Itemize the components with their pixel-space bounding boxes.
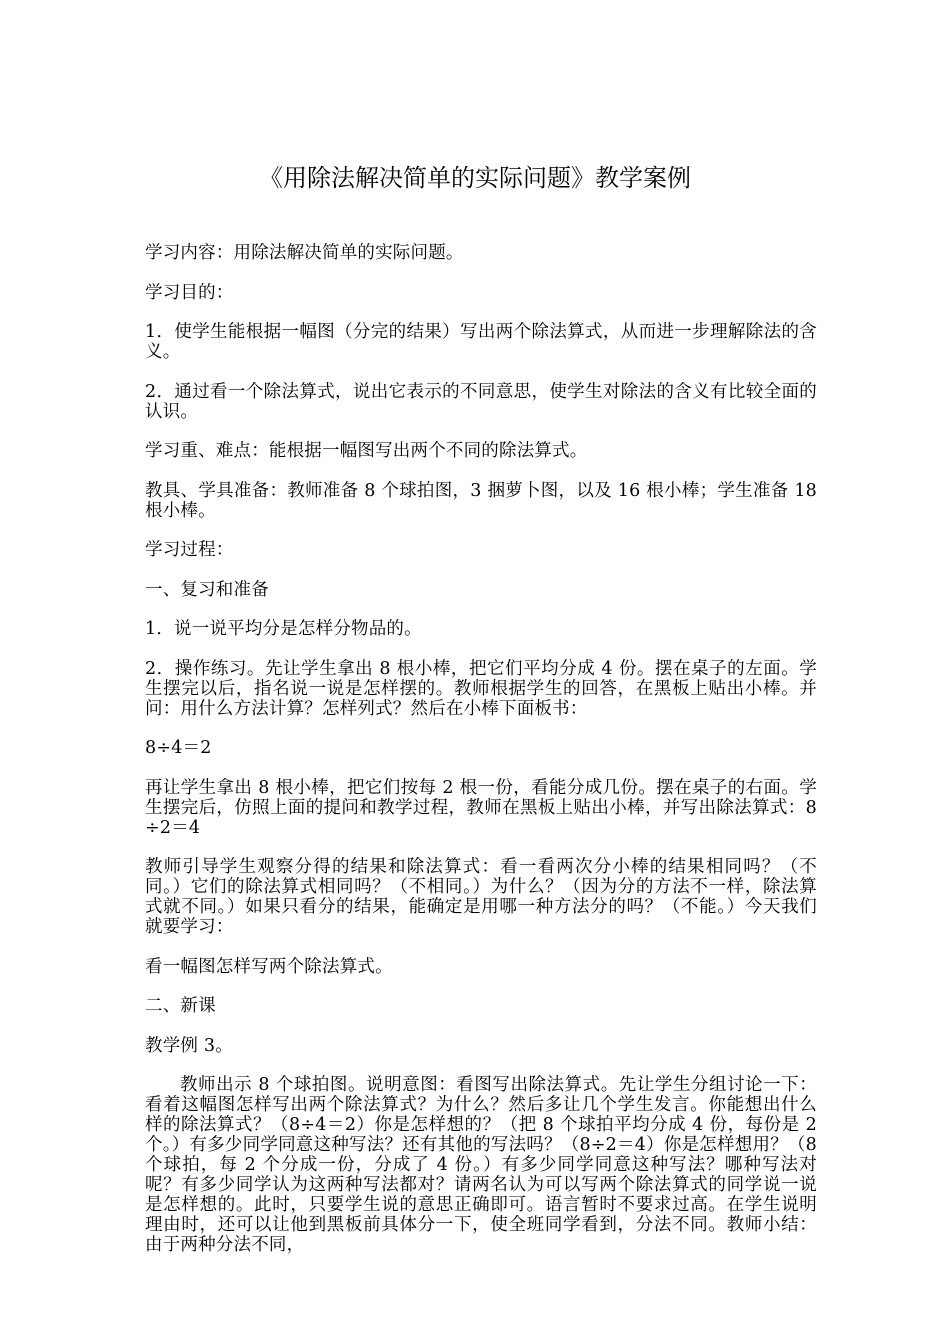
paragraph-process-heading: 学习过程： (145, 540, 234, 560)
equation-line: 8÷4＝2 (145, 738, 212, 758)
document-title: 《用除法解决简单的实际问题》教学案例 (259, 164, 691, 192)
paragraph-example-3: 教学例 3。 (145, 1035, 233, 1056)
paragraph-example-3-body: 教师出示 8 个球拍图。说明意图：看图写出除法算式。先让学生分组讨论一下：看着这幅图怎样写出两个除法算式？为什么？然后多让几个学生发言。你能想出什么样的除法算式？（8÷4＝2）你是怎样想的？（把 8 个球拍平均分成 4 份，每份是 2 个。）有多少同学同意这种写法？还有其他的写法吗？（8÷2＝4）你是怎样想用？（8 个球拍，每 2 个分成一份，分成了 4 份。）有多少同学同意这种写法？哪种写法对呢？有多少同学认为这两种写法都对？请两名认为可以写两个除法算式的同学说一说是怎样想的。此时，只要学生说的意思正确即可。语言暂时不要求过高。在学生说明理由时，还可以让他到黑板前具体分一下，使全班同学看到，分法不同。教师小结：由于两种分法不同， (145, 1075, 817, 1255)
paragraph-materials: 教具、学具准备：教师准备 8 个球拍图，3 捆萝卜图，以及 16 根小棒；学生准备 18 根小棒。 (145, 480, 817, 521)
section-heading-review: 一、复习和准备 (145, 579, 269, 600)
paragraph-study-content: 学习内容：用除法解决简单的实际问题。 (145, 243, 464, 263)
paragraph-goal-2: 2．通过看一个除法算式，说出它表示的不同意思，使学生对除法的含义有比较全面的认识。 (145, 381, 817, 422)
paragraph-review-1: 1．说一说平均分是怎样分物品的。 (145, 619, 422, 639)
paragraph-guided-observation: 教师引导学生观察分得的结果和除法算式：看一看两次分小棒的结果相同吗？（不同。）它们的除法算式相同吗？（不相同。）为什么？（因为分的方法不一样，除法算式就不同。）如果只看分的结果，能确定是用哪一种方法分的吗？（不能。）今天我们就要学习： (145, 857, 817, 937)
paragraph-study-goals-heading: 学习目的： (145, 282, 234, 303)
paragraph-second-division: 再让学生拿出 8 根小棒，把它们按每 2 根一份，看能分成几份。摆在桌子的右面。学生摆完后，仿照上面的提问和教学过程，教师在黑板上贴出小棒，并写出除法算式：8÷2＝4 (145, 777, 817, 838)
paragraph-lesson-topic: 看一幅图怎样写两个除法算式。 (145, 956, 393, 977)
paragraph-review-2: 2．操作练习。先让学生拿出 8 根小棒，把它们平均分成 4 份。摆在桌子的左面。学生摆完以后，指名说一说是怎样摆的。教师根据学生的回答，在黑板上贴出小棒。并问：用什么方法计算？怎样列式？然后在小棒下面板书： (145, 658, 817, 719)
document-body (145, 243, 817, 1275)
paragraph-goal-1: 1．使学生能根据一幅图（分完的结果）写出两个除法算式，从而进一步理解除法的含义。 (145, 322, 817, 362)
section-heading-new-lesson: 二、新课 (145, 996, 216, 1016)
paragraph-key-points: 学习重、难点：能根据一幅图写出两个不同的除法算式。 (145, 441, 588, 461)
